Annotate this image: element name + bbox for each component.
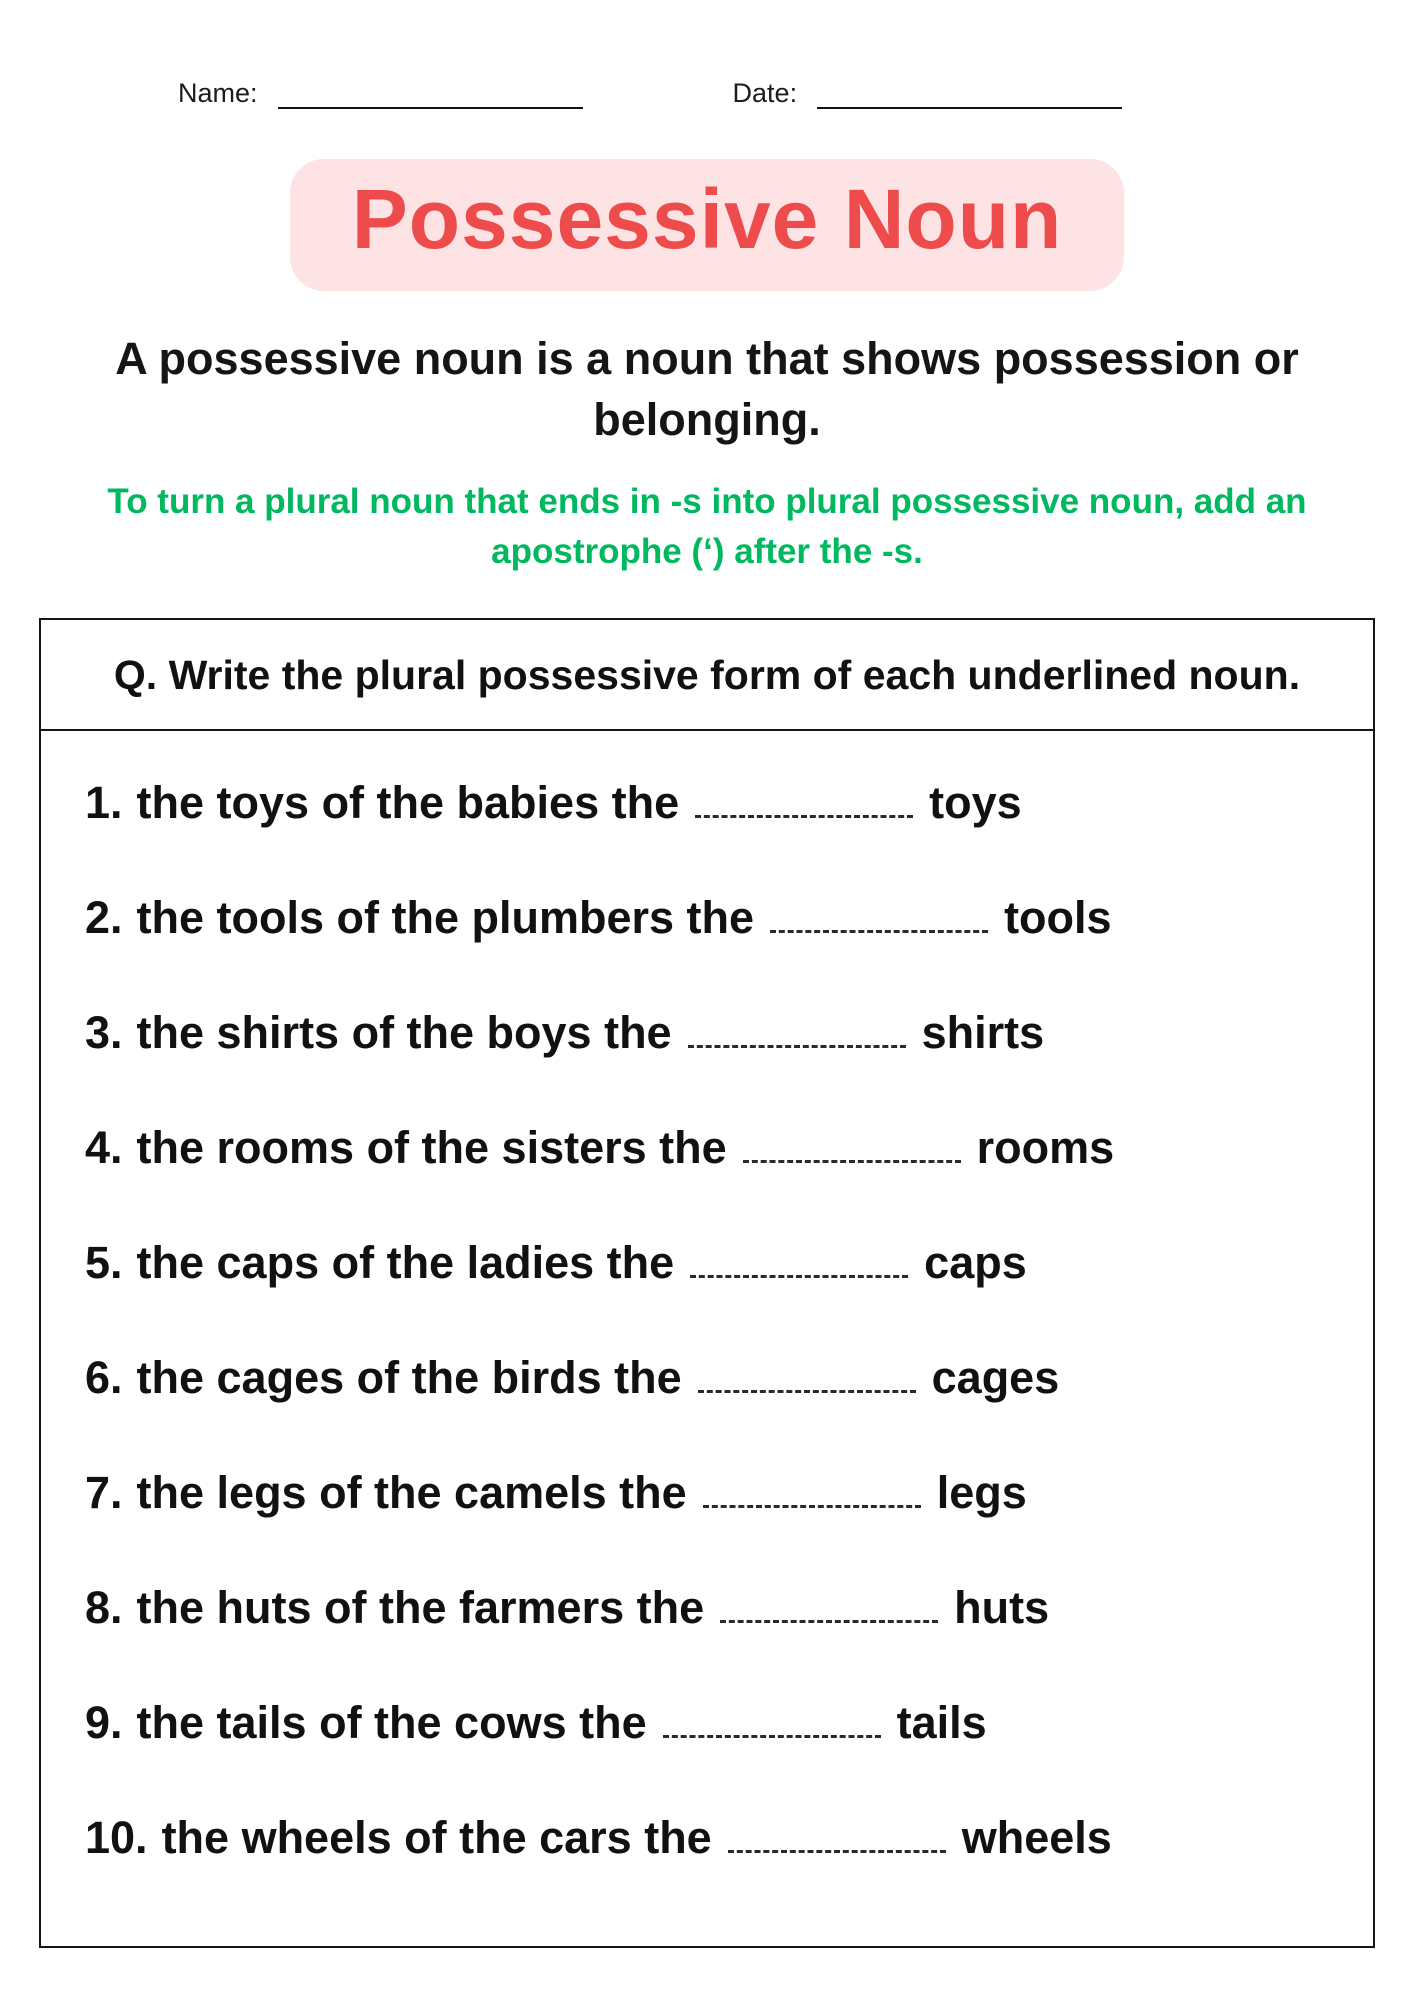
answer-blank[interactable] <box>770 895 988 933</box>
question-box <box>39 618 1375 1948</box>
name-label: Name: <box>178 78 258 108</box>
question-item <box>85 1582 1345 1634</box>
item-text-pre: the wheels of the cars the <box>161 1812 712 1864</box>
item-number: 5. <box>85 1237 123 1289</box>
rule-text: To turn a plural noun that ends in -s into plural possessive noun, add an apostrophe (‘) after the -s. <box>107 481 1307 571</box>
date-field <box>733 78 1123 109</box>
item-text-post: wheels <box>961 1812 1112 1864</box>
item-number: 8. <box>85 1582 123 1634</box>
worksheet-title: Possessive Noun <box>351 172 1063 266</box>
item-text-pre: the rooms of the sisters the <box>136 1122 727 1174</box>
question-item <box>85 1007 1345 1059</box>
item-text-pre: the tails of the cows the <box>136 1697 647 1749</box>
answer-blank[interactable] <box>720 1585 938 1623</box>
title-badge <box>290 159 1125 291</box>
item-text-post: legs <box>936 1467 1027 1519</box>
name-line[interactable] <box>278 81 583 109</box>
question-item <box>85 1812 1345 1864</box>
question-item <box>85 1237 1345 1289</box>
item-text-pre: the tools of the plumbers the <box>136 892 755 944</box>
question-item <box>85 1697 1345 1749</box>
item-text-post: tools <box>1004 892 1112 944</box>
item-text-post: cages <box>931 1352 1060 1404</box>
question-item <box>85 1122 1345 1174</box>
answer-blank[interactable] <box>743 1125 961 1163</box>
item-text-pre: the toys of the babies the <box>136 777 680 829</box>
item-text-post: rooms <box>976 1122 1115 1174</box>
item-text-pre: the shirts of the boys the <box>136 1007 672 1059</box>
item-number: 2. <box>85 892 123 944</box>
item-text-pre: the huts of the farmers the <box>136 1582 705 1634</box>
question-item <box>85 777 1345 829</box>
question-text: Q. Write the plural possessive form of each underlined noun. <box>113 652 1301 699</box>
item-number: 7. <box>85 1467 123 1519</box>
item-number: 6. <box>85 1352 123 1404</box>
answer-blank[interactable] <box>690 1240 908 1278</box>
item-text-pre: the cages of the birds the <box>136 1352 682 1404</box>
question-item <box>85 892 1345 944</box>
answer-blank[interactable] <box>663 1700 881 1738</box>
item-number: 9. <box>85 1697 123 1749</box>
item-text-post: shirts <box>921 1007 1045 1059</box>
answer-blank[interactable] <box>698 1355 916 1393</box>
item-text-pre: the caps of the ladies the <box>136 1237 675 1289</box>
name-field <box>178 78 583 109</box>
date-line[interactable] <box>817 81 1122 109</box>
answer-blank[interactable] <box>728 1815 946 1853</box>
question-items <box>41 731 1373 1864</box>
item-number: 3. <box>85 1007 123 1059</box>
item-text-post: tails <box>896 1697 987 1749</box>
item-number: 1. <box>85 777 123 829</box>
item-text-post: huts <box>954 1582 1050 1634</box>
answer-blank[interactable] <box>703 1470 921 1508</box>
item-number: 4. <box>85 1122 123 1174</box>
item-text-post: caps <box>924 1237 1027 1289</box>
date-label: Date: <box>732 78 798 108</box>
meta-row <box>0 78 1414 109</box>
answer-blank[interactable] <box>688 1010 906 1048</box>
item-number: 10. <box>85 1812 148 1864</box>
question-item <box>85 1352 1345 1404</box>
item-text-pre: the legs of the camels the <box>136 1467 687 1519</box>
definition-text: A possessive noun is a noun that shows possession or belonging. <box>115 333 1299 446</box>
answer-blank[interactable] <box>695 780 913 818</box>
item-text-post: toys <box>929 777 1022 829</box>
question-item <box>85 1467 1345 1519</box>
